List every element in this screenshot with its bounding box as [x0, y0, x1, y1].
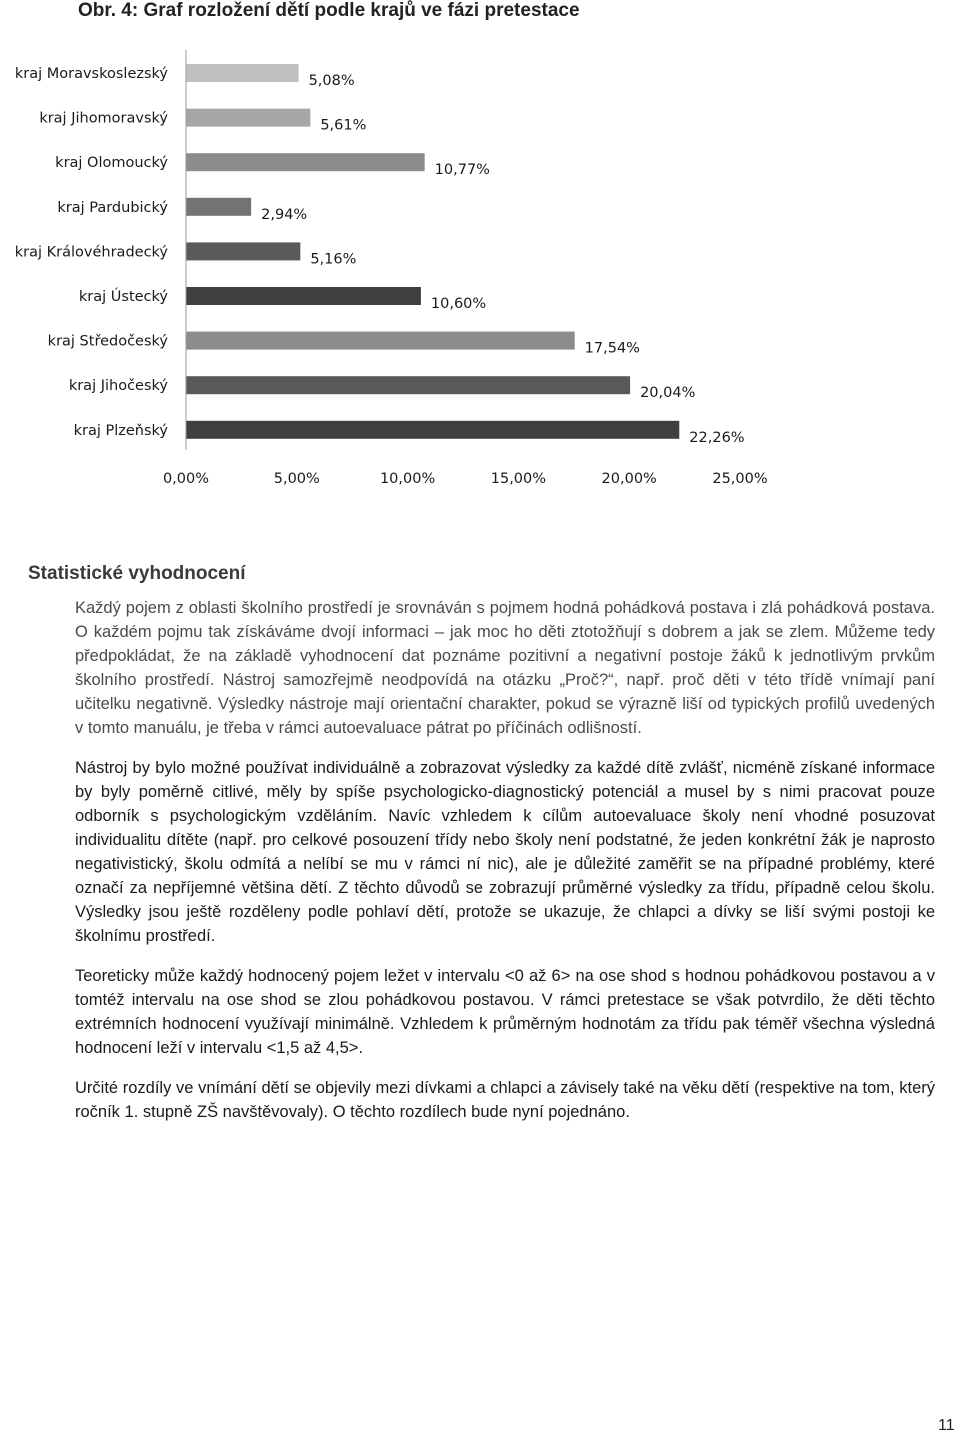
data-label: 2,94%: [261, 206, 308, 223]
category-label: kraj Pardubický: [57, 199, 168, 216]
figure-title: Obr. 4: Graf rozložení dětí podle krajů ve fázi pretestace: [78, 0, 580, 21]
paragraph: Určité rozdíly ve vnímání dětí se objevily mezi dívkami a chlapci a závisely také na věku dětí (respektive na tom, který ročník 1. stupně ZŠ navštěvovaly). O těchto rozdílech bude nyní pojednáno.: [75, 1079, 935, 1121]
category-label: kraj Olomoucký: [55, 155, 168, 172]
data-label: 20,04%: [640, 385, 696, 402]
bar: [186, 198, 251, 216]
body-text: [75, 596, 935, 1140]
tick-label: 0,00%: [162, 471, 210, 487]
bar: [186, 242, 300, 260]
data-label: 10,60%: [430, 296, 487, 312]
tick-label: 5,00%: [273, 471, 320, 487]
page-number: 11: [938, 1417, 955, 1434]
category-label: kraj Jihočeský: [68, 378, 168, 395]
data-label: 5,08%: [308, 73, 355, 89]
paragraph: Nástroj by bylo možné používat individuálně a zobrazovat výsledky za každé dítě zvlášť, nicméně získané informace by byly poměrně citlivé, měly by spíše psychologicko-diagnostický potenciál a musel by s nimi pracovat pouze odborník s psychologickým vzděláním. Navíc vzhledem k cílům autoevaluace školy není vhodné posuzovat individualitu dítěte (např. pro celkové posouzení třídy nebo školy není podstatné, že jeden konkrétní žák je naprosto negativistický, školu odmítá a nelíbí se mu v rámci ní nic), ale je důležité zaměřit se na případné problémy, které označí za nepříjemné většina dětí. Z těchto důvodů se zobrazují průměrné výsledky za třídu, případně celou školu. Výsledky jsou ještě rozděleny podle pohlaví dětí, protože se ukazuje, že chlapci a dívky se liší svými postoji ke školnímu prostředí.: [75, 759, 935, 945]
bar: [186, 332, 575, 350]
bar: [186, 109, 310, 127]
category-label: kraj Plzeňský: [73, 422, 168, 439]
category-label: kraj Jihomoravský: [39, 110, 168, 127]
tick-label: 15,00%: [490, 471, 547, 487]
data-label: 17,54%: [584, 340, 640, 357]
data-label: 5,61%: [320, 117, 367, 134]
bar: [186, 64, 299, 82]
paragraph: Teoreticky může každý hodnocený pojem ležet v intervalu <0 až 6> na ose shod s hodnou pohádkovou postavou a v tomtéž intervalu na ose shod se zlou pohádkovou postavou. V rámci pretestace se však potvrdilo, že děti těchto extrémních hodnocení využívají minimálně. Vzhledem k průměrným hodnotám za třídu pak téměř všechna výsledná hodnocení leží v intervalu <1,5 až 4,5>.: [75, 967, 935, 1057]
data-label: 22,26%: [689, 429, 745, 446]
paragraph: Každý pojem z oblasti školního prostředí je srovnáván s pojmem hodná pohádková postava i zlá pohádková postava. O každém pojmu tak získáváme dvojí informaci – jak moc ho děti ztotožňují s dobrem a jak se zlem. Můžeme tedy předpokládat, že na základě vyhodnocení dat poznáme pozitivní a negativní postoje žáků k jednotlivým prvkům školního prostředí. Nástroj samozřejmě neodpovídá na otázku „Proč?“, např. proč děti v této třídě vnímají paní učitelku negativně. Výsledky nástroje mají orientační charakter, pokud se výrazně liší od typických profilů uvedených v tomto manuálu, je třeba v rámci autoevaluace pátrat po příčinách odlišností.: [75, 599, 935, 737]
category-label: kraj Královéhradecký: [14, 244, 168, 261]
bar-chart: [0, 40, 800, 510]
bar: [186, 287, 421, 305]
category-label: kraj Středočeský: [47, 333, 168, 350]
category-label: kraj Ústecký: [78, 289, 168, 305]
bar: [186, 153, 425, 171]
data-label: 5,16%: [310, 251, 357, 268]
tick-label: 10,00%: [379, 471, 436, 487]
tick-label: 20,00%: [601, 471, 657, 487]
bar: [186, 376, 630, 394]
bar: [186, 421, 679, 439]
category-label: kraj Moravskoslezský: [14, 66, 168, 82]
section-title: Statistické vyhodnocení: [28, 563, 246, 584]
tick-label: 25,00%: [712, 471, 768, 487]
data-label: 10,77%: [434, 162, 490, 179]
